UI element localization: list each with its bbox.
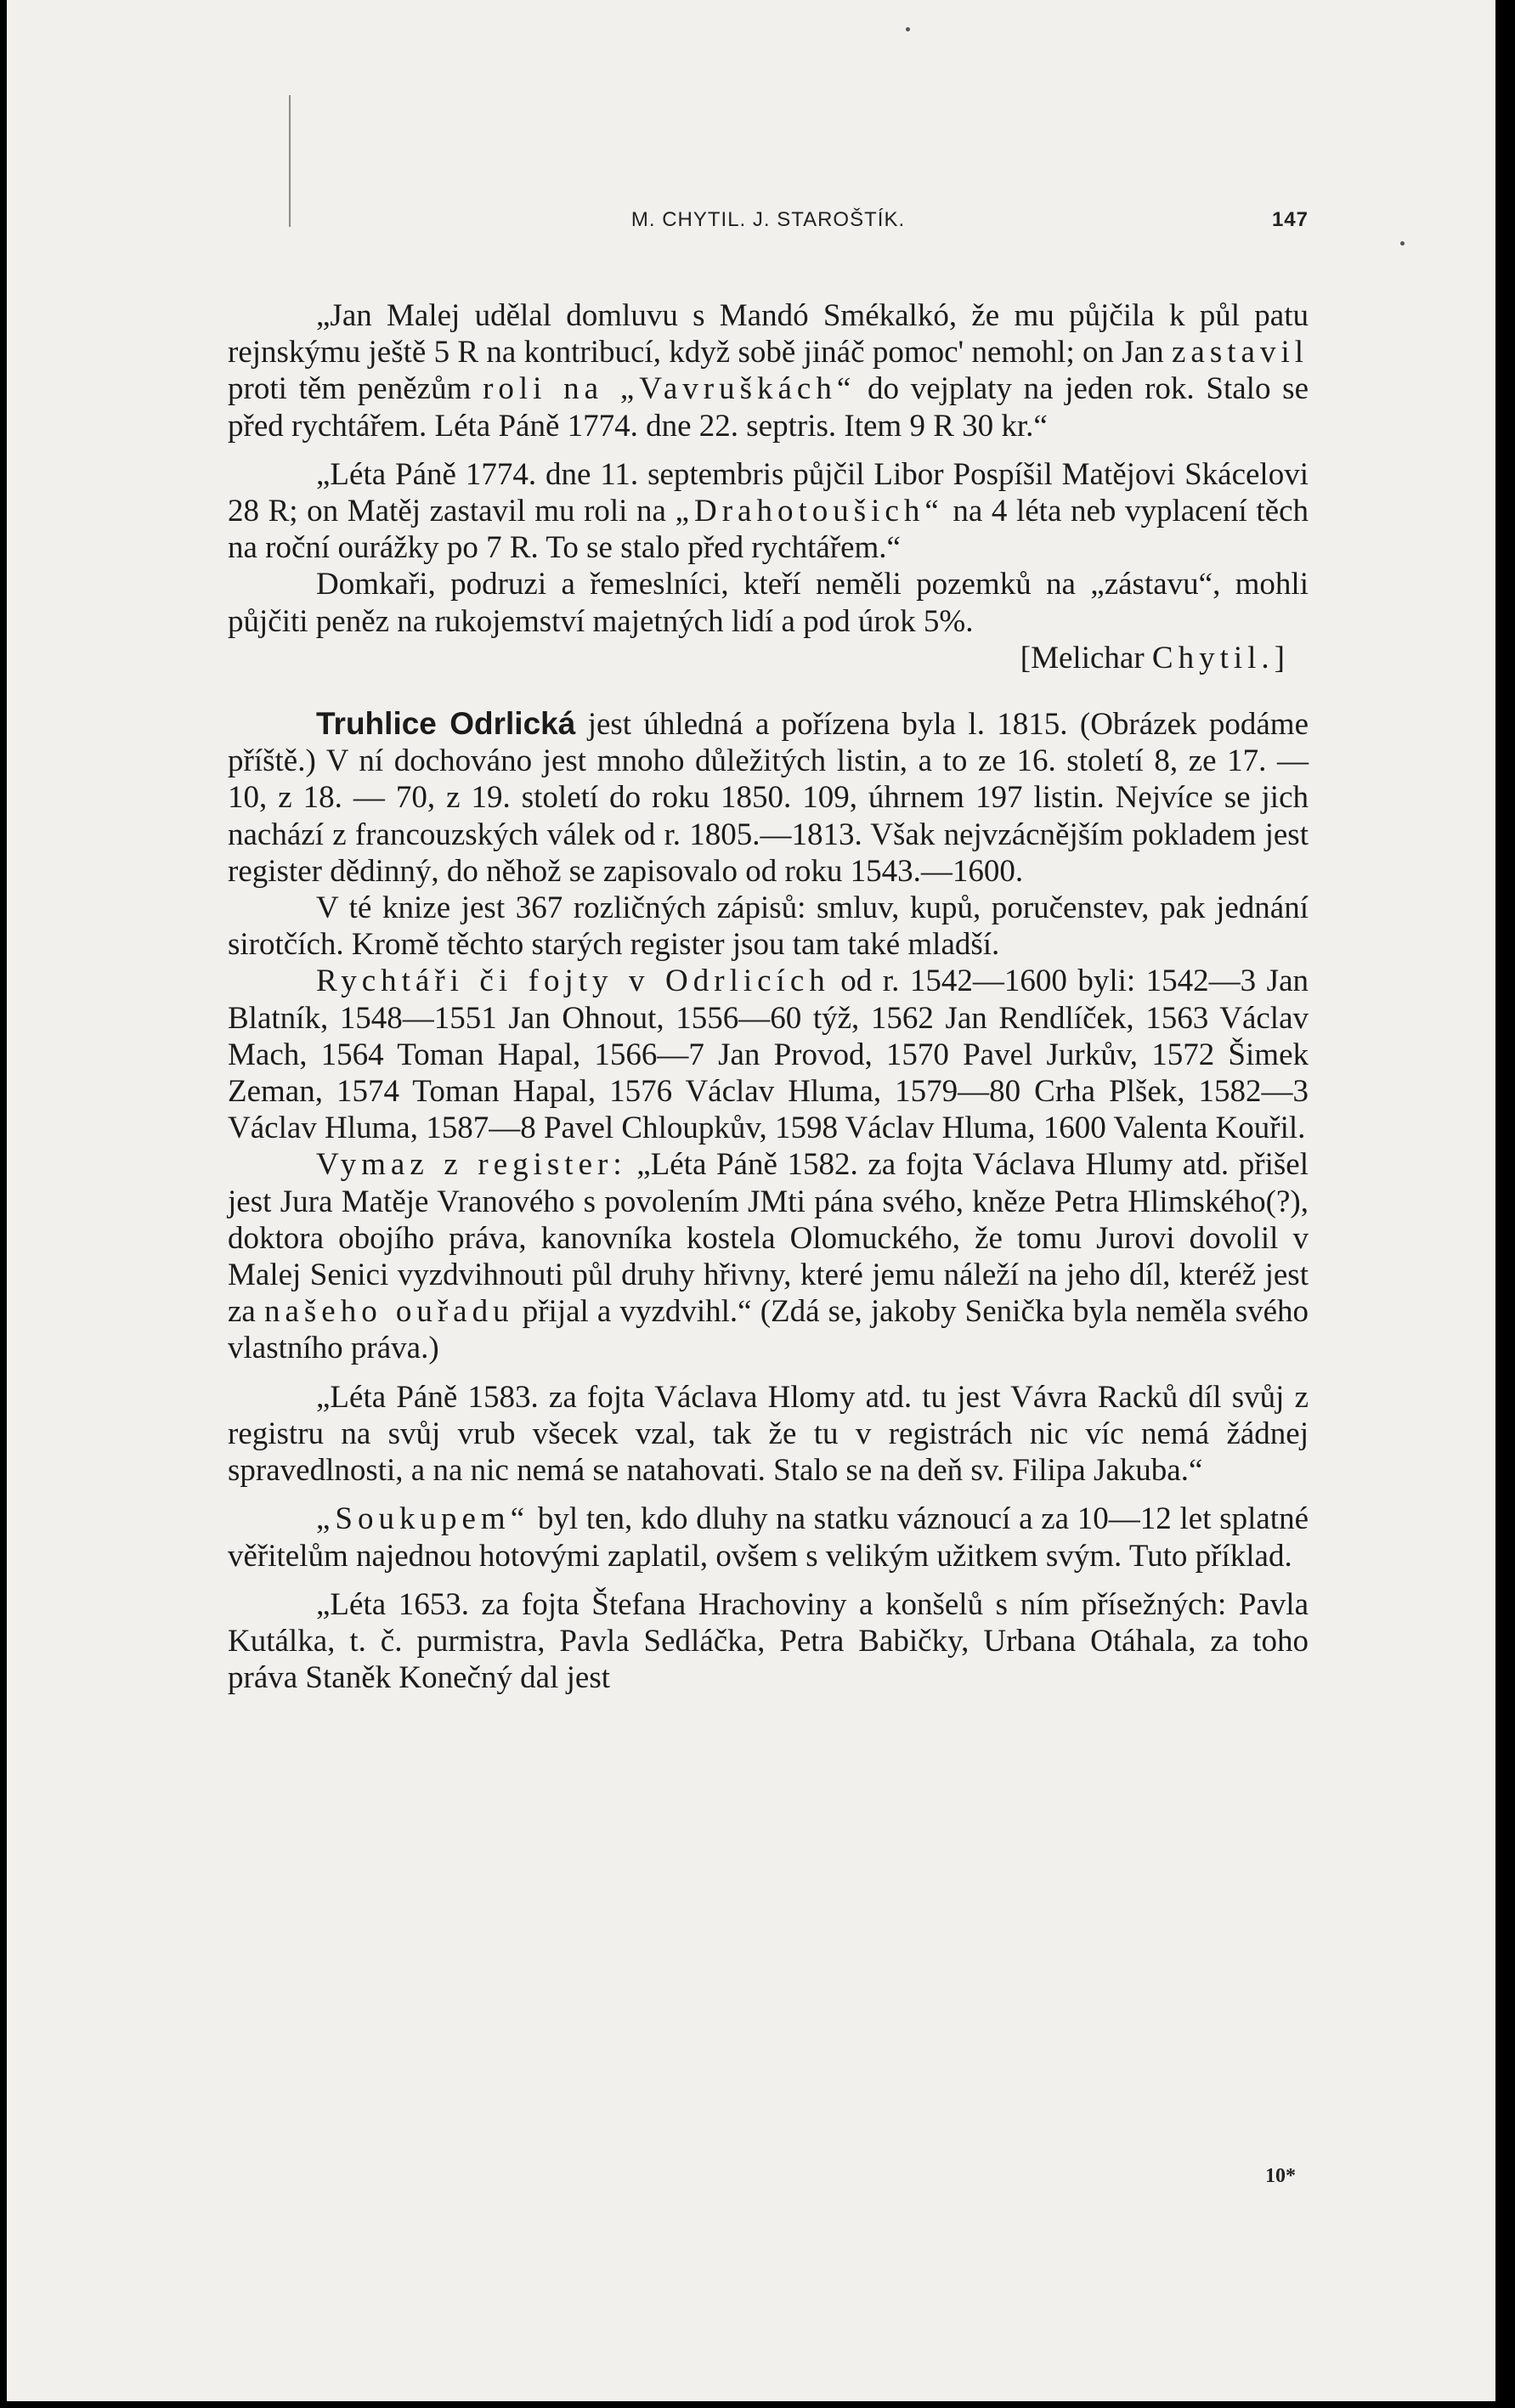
running-header bbox=[228, 208, 1309, 239]
spaced-emphasis: „Soukupem“ bbox=[316, 1501, 530, 1537]
spaced-emphasis: „Drahotoušich“ bbox=[675, 494, 944, 529]
scan-artifact-dot bbox=[1400, 241, 1405, 246]
paragraph: „Léta Páně 1583. za fojta Václava Hlomy atd. tu jest Vávra Racků díl svůj z registru na svůj vrub všecek vzal, tak že tu v registrách nic víc nemá žádnej spravedlnosti, a na nic nemá se natahovati. Stalo se na deň sv. Filipa Jakuba.“ bbox=[228, 1379, 1309, 1489]
paragraph: „Jan Malej udělal domluvu s Mandó Smékalkó, že mu půjčila k půl patu rejnskýmu ještě 5 R na kontribucí, když sobě jináč pomoc' nemohl; on Jan zastavil proti těm penězům roli na „Vavruškách“ do vejplaty na jeden rok. Stalo se před rychtářem. Léta Páně 1774. dne 22. septris. Item 9 R 30 kr.“ bbox=[228, 298, 1309, 444]
scan-artifact-line bbox=[289, 95, 291, 227]
paragraph: „Léta Páně 1774. dne 11. septembris půjčil Libor Pospíšil Matějovi Skácelovi 28 R; on Matěj zastavil mu roli na „Drahotoušich“ na 4 léta neb vyplacení těch na roční ourážky po 7 R. To se stalo před rychtářem.“ bbox=[228, 456, 1309, 566]
scan-artifact-dot bbox=[906, 27, 910, 31]
scan-edge-bottom bbox=[0, 2401, 1515, 2408]
paragraph: „Léta 1653. za fojta Štefana Hrachoviny a konšelů s ním přísežných: Pavla Kutálka, t. č. purmistra, Pavla Sedláčka, Petra Babičky, Urbana Otáhala, za toho práva Staněk Konečný dal jest bbox=[228, 1586, 1309, 1696]
paragraph: „Soukupem“ byl ten, kdo dluhy na statku váznoucí a za 10—12 let splatné věřitelům najednou hotovými zaplatil, ovšem s velikým užitkem svým. Tuto příklad. bbox=[228, 1501, 1309, 1574]
section-heading: Truhlice Odrlická bbox=[316, 706, 576, 742]
printer-signature-mark: 10* bbox=[1265, 2165, 1296, 2187]
spaced-emphasis: Vymaz z register: bbox=[316, 1147, 627, 1183]
paragraph: Vymaz z register: „Léta Páně 1582. za fojta Václava Hlumy atd. přišel jest Jura Matěje Vranového s povolením JMti pána svého, kněze Petra Hlimského(?), doktora obojího práva, kanovníka kostela Olomuckého, že tomu Jurovi dovolil v Malej Senici vyzdvihnouti půl druhy hřivny, které jemu náleží na jeho díl, kteréž jest za našeho ouřadu přijal a vyzdvihl.“ (Zdá se, jakoby Senička byla neměla svého vlastního práva.) bbox=[228, 1147, 1309, 1366]
paragraph: Rychtáři či fojty v Odrlicích od r. 1542—1600 byli: 1542—3 Jan Blatník, 1548—1551 Jan Ohnout, 1556—60 týž, 1562 Jan Rendlíček, 1563 Václav Mach, 1564 Toman Hapal, 1566—7 Jan Provod, 1570 Pavel Jurkův, 1572 Šimek Zeman, 1574 Toman Hapal, 1576 Václav Hluma, 1579—80 Crha Plšek, 1582—3 Václav Hluma, 1587—8 Pavel Chloupkův, 1598 Václav Hluma, 1600 Valenta Kouřil. bbox=[228, 964, 1309, 1146]
paragraph: Domkaři, podruzi a řemeslníci, kteří neměli pozemků na „zástavu“, mohli půjčiti peněz na rukojemství majetných lidí a pod úrok 5%. bbox=[228, 567, 1309, 639]
spaced-emphasis: roli na „Vavruškách“ bbox=[483, 371, 856, 407]
paragraph: V té knize jest 367 rozličných zápisů: smluv, kupů, poručenstev, pak jednání sirotčích. Kromě těchto starých register jsou tam také mladší. bbox=[228, 890, 1309, 963]
running-head: M. CHYTIL. J. STAROŠTÍK. bbox=[630, 208, 906, 231]
spaced-emphasis: našeho ouřadu bbox=[263, 1294, 514, 1330]
author-attribution: [Melichar Chytil.] bbox=[1020, 640, 1290, 675]
scan-edge-right bbox=[1496, 0, 1515, 2408]
spaced-emphasis: zastavil bbox=[1172, 335, 1309, 370]
body-text bbox=[228, 297, 1309, 1696]
paragraph: Truhlice Odrlická jest úhledná a pořízena byla l. 1815. (Obrázek podáme příště.) V ní dochováno jest mnoho důležitých listin, a to ze 16. století 8, ze 17. — 10, z 18. — 70, z 19. století do roku 1850. 109, úhrnem 197 listin. Nejvíce se jich nachází z francouzských válek od r. 1805.—1813. Však nejvzácnějším pokladem jest register dědinný, do něhož se zapisovalo od roku 1543.—1600. bbox=[228, 706, 1309, 889]
spaced-emphasis: Rychtáři či fojty v Odrlicích bbox=[316, 964, 830, 999]
page-number: 147 bbox=[1271, 208, 1309, 231]
